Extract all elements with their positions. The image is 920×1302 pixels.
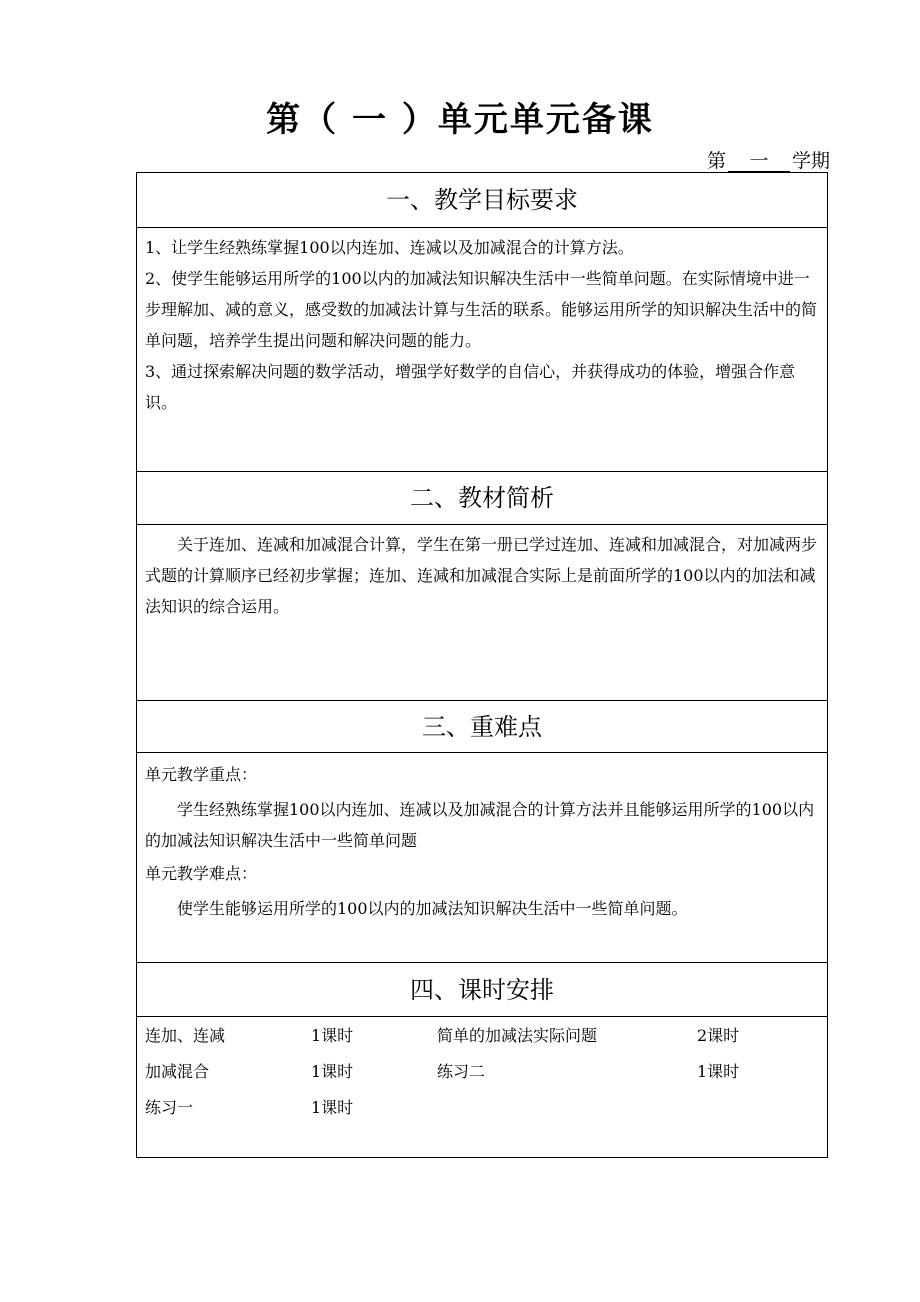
lesson-plan-table — [136, 172, 828, 1158]
schedule-item: 连加、连减 — [145, 1025, 226, 1045]
section-body-analysis — [137, 525, 827, 701]
section-heading-goals: 一、教学目标要求 — [137, 173, 827, 228]
schedule-row — [145, 1089, 819, 1125]
difficulty-text: 使学生能够运用所学的100以内的加减法知识解决生活中一些简单问题。 — [177, 899, 688, 918]
schedule-hours: 1课时 — [311, 1097, 354, 1117]
analysis-paragraph: 关于连加、连减和加减混合计算，学生在第一册已学过连加、连减和加减混合，对加减两步式题的计算顺序已经初步掌握；连加、连减和加减混合实际上是前面所学的100以内的加法和减法知识的综合运用。 — [145, 535, 818, 616]
page-title: 第（ 一 ）单元单元备课 — [266, 100, 654, 140]
schedule-hours: 1课时 — [311, 1061, 354, 1081]
section-heading-key-points: 三、重难点 — [137, 701, 827, 753]
schedule-hours: 1课时 — [311, 1025, 354, 1045]
section-body-goals — [137, 228, 827, 472]
schedule-item: 练习二 — [437, 1061, 486, 1081]
semester-suffix: 学期 — [791, 150, 830, 172]
schedule-row — [145, 1017, 819, 1053]
section-body-schedule — [137, 1017, 827, 1157]
semester-label — [707, 146, 830, 173]
goal-paragraph: 1、让学生经熟练掌握100以内连加、连减以及加减混合的计算方法。 — [145, 238, 634, 257]
key-point-label: 单元教学重点： — [145, 765, 258, 784]
section-heading-analysis: 二、教材简析 — [137, 472, 827, 525]
schedule-hours: 2课时 — [697, 1025, 740, 1045]
schedule-item: 简单的加减法实际问题 — [437, 1025, 598, 1045]
section-body-key-points — [137, 753, 827, 963]
schedule-hours: 1课时 — [697, 1061, 740, 1081]
schedule-row — [145, 1053, 819, 1089]
semester-prefix: 第 — [706, 150, 726, 172]
semester-value: 一 — [728, 151, 790, 172]
key-point-text: 学生经熟练掌握100以内连加、连减以及加减混合的计算方法并且能够运用所学的100以内的加减法知识解决生活中一些简单问题 — [145, 800, 815, 850]
schedule-item: 加减混合 — [145, 1061, 210, 1081]
difficulty-label: 单元教学难点： — [145, 864, 258, 883]
goal-paragraph: 2、使学生能够运用所学的100以内的加减法知识解决生活中一些简单问题。在实际情境中进一步理解加、减的意义，感受数的加减法计算与生活的联系。能够运用所学的知识解决生活中的简单问题，培养学生提出问题和解决问题的能力。 — [145, 269, 818, 350]
section-heading-schedule: 四、课时安排 — [137, 963, 827, 1017]
goal-paragraph: 3、通过探索解决问题的数学活动，增强学好数学的自信心，并获得成功的体验，增强合作意识。 — [145, 362, 796, 412]
schedule-item: 练习一 — [145, 1097, 194, 1117]
